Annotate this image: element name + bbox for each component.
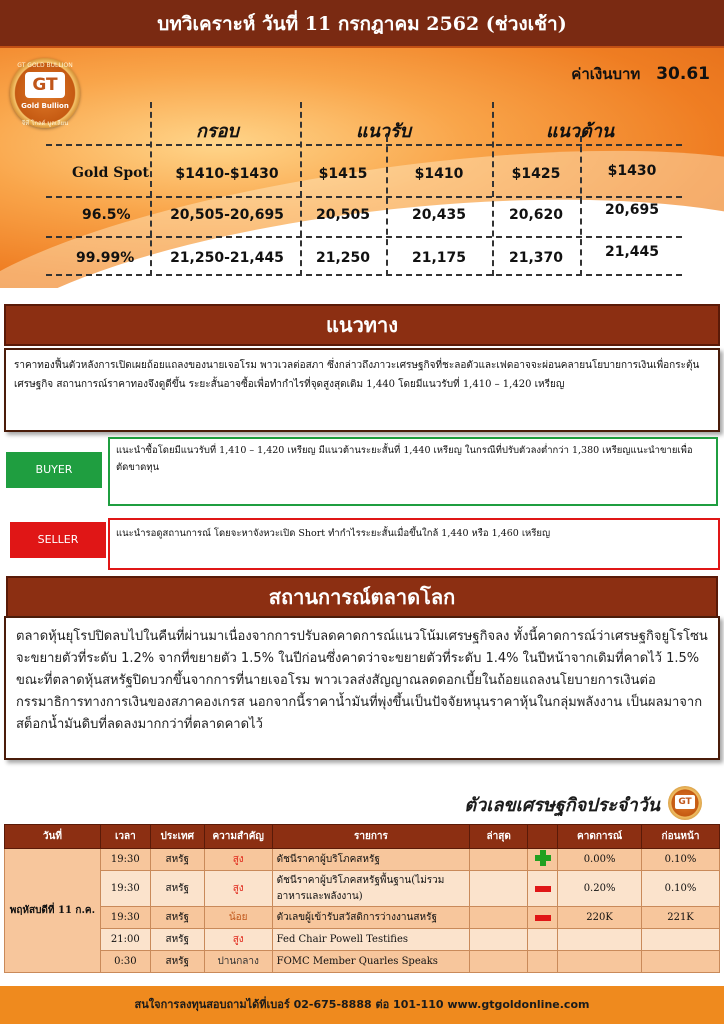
gold-96-support-2: 20,435	[411, 207, 467, 223]
row-divider	[46, 144, 682, 146]
baht-rate	[571, 62, 710, 86]
minus-icon	[535, 915, 551, 921]
baht-rate-value: 30.61	[656, 64, 710, 84]
row-divider	[46, 236, 682, 238]
gold-spot-support-2: $1410	[414, 166, 464, 182]
country-cell: สหรัฐ	[150, 929, 204, 951]
col-date: วันที่	[5, 825, 101, 849]
latest-cell	[470, 951, 528, 973]
gold-9999-support-2: 21,175	[411, 250, 467, 266]
signal-cell	[528, 871, 558, 907]
header-range: กรอบ	[196, 121, 239, 142]
economic-calendar-table	[4, 824, 720, 973]
gold-spot-resistance-1: $1425	[511, 166, 561, 182]
previous-cell	[642, 929, 720, 951]
forecast-cell	[558, 929, 642, 951]
forecast-cell	[558, 951, 642, 973]
guideline-text: ราคาทองฟื้นตัวหลังการเปิดเผยถ้อยแถลงของนายเจอโรม พาวเวลต่อสภา ซึ่งกล่าวถึงภาวะเศรษฐกิจที่ชะลอตัวและเฟดอาจจะผ่อนคลายนโยบายการเงินเพื่อกระตุ้นเศรษฐกิจ สถานการณ์ราคาทองจึงดูดีขึ้น ระยะสั้นอาจซื้อเพื่อทำกำไรที่จุดสูงสุดเดิม 1,440 โดยมีแนวรับที่ 1,410 – 1,420 เหรียญ	[14, 360, 700, 390]
table-row	[5, 951, 720, 973]
plus-icon	[535, 850, 551, 866]
time-cell: 0:30	[100, 951, 150, 973]
minus-icon	[535, 886, 551, 892]
signal-cell	[528, 929, 558, 951]
gt-mini-logo-text: GT	[675, 795, 695, 809]
seller-tag: SELLER	[10, 522, 106, 558]
gt-gold-bullion-logo	[10, 58, 80, 128]
col-importance: ความสำคัญ	[204, 825, 272, 849]
gold-96-range: 20,505-20,695	[170, 207, 284, 223]
time-cell: 19:30	[100, 871, 150, 907]
table-row	[5, 907, 720, 929]
country-cell: สหรัฐ	[150, 849, 204, 871]
gold-9999-resistance-1: 21,370	[508, 250, 564, 266]
country-cell: สหรัฐ	[150, 871, 204, 907]
world-market-header: สถานการณ์ตลาดโลก	[6, 576, 718, 618]
country-cell: สหรัฐ	[150, 907, 204, 929]
day-cell: พฤหัสบดีที่ 11 ก.ค.	[5, 849, 101, 973]
gold-spot-support-1: $1415	[318, 166, 368, 182]
world-market-box	[4, 616, 720, 760]
table-row	[5, 849, 720, 871]
logo-arc-text: GT GOLD BULLION	[17, 62, 73, 69]
page-title: บทวิเคราะห์ วันที่ 11 กรกฎาคม 2562 (ช่วงเช้า)	[0, 0, 724, 48]
item-cell: ตัวเลขผู้เข้ารับสวัสดิการว่างงานสหรัฐ	[272, 907, 470, 929]
col-previous: ก่อนหน้า	[642, 825, 720, 849]
gold-96-support-1: 20,505	[315, 207, 371, 223]
col-time: เวลา	[100, 825, 150, 849]
seller-box	[108, 518, 720, 570]
previous-cell: 0.10%	[642, 849, 720, 871]
previous-cell: 0.10%	[642, 871, 720, 907]
latest-cell	[470, 907, 528, 929]
seller-text: แนะนำรอดูสถานการณ์ โดยจะหาจังหวะเปิด Short ทำกำไรระยะสั้นเมื่อขึ้นใกล้ 1,440 หรือ 1,460 เหรียญ	[116, 528, 551, 539]
logo-brand: GT	[25, 72, 65, 98]
buyer-text: แนะนำซื้อโดยมีแนวรับที่ 1,410 – 1,420 เหรียญ มีแนวต้านระยะสั้นที่ 1,440 เหรียญ ในกรณีที่ปรับตัวลงต่ำกว่า 1,380 เหรียญแนะนำขายเพื่อตัดขาดทุน	[116, 445, 693, 473]
header-resistance: แนวต้าน	[546, 121, 615, 142]
logo-name: Gold Bullion	[21, 102, 69, 110]
latest-cell	[470, 929, 528, 951]
col-signal	[528, 825, 558, 849]
gold-9999-resistance-2: 21,445	[604, 244, 660, 260]
item-cell: Fed Chair Powell Testifies	[272, 929, 470, 951]
table-row	[5, 871, 720, 907]
table-row	[5, 929, 720, 951]
signal-cell	[528, 907, 558, 929]
forecast-cell: 0.20%	[558, 871, 642, 907]
gold-96-resistance-1: 20,620	[508, 207, 564, 223]
importance-cell: สูง	[204, 929, 272, 951]
previous-cell: 221K	[642, 907, 720, 929]
baht-rate-label: ค่าเงินบาท	[571, 65, 641, 83]
country-cell: สหรัฐ	[150, 951, 204, 973]
col-latest: ล่าสุด	[470, 825, 528, 849]
importance-cell: ปานกลาง	[204, 951, 272, 973]
gold-96-resistance-2: 20,695	[604, 202, 660, 218]
world-market-text: ตลาดหุ้นยุโรปปิดลบไปในคืนที่ผ่านมาเนื่องจากการปรับลดคาดการณ์แนวโน้มเศรษฐกิจลง ทั้งนี้คาดการณ์ว่าเศรษฐกิจยูโรโซนจะขยายตัวที่ระดับ 1.2% จากที่ขยายตัว 1.5% ในปีก่อนซึ่งคาดว่าจะขยายตัวที่ระดับ 1.4% ในปีหน้าจากเดิมที่คาดไว้ 1.5% ขณะที่ตลาดหุ้นสหรัฐปิดบวกขึ้นจากการที่นายเจอโรม พาวเวลส่งสัญญาณลดดอกเบี้ยในถ้อยแถลงนโยบายการเงินต่อกรรมาธิการทางการเงินของสภาคองเกรส นอกจากนี้ราคาน้ำมันที่พุ่งขึ้นเป็นปัจจัยหนุนราคาหุ้นในกลุ่มพลังงาน เป็นผลมาจากสต็อกน้ำมันดิบที่ลดลงมากกว่าที่ตลาดคาดไว้	[16, 629, 708, 732]
col-forecast: คาดการณ์	[558, 825, 642, 849]
gold-spot-range: $1410-$1430	[175, 166, 279, 182]
table-header-row	[5, 825, 720, 849]
buyer-box	[108, 437, 718, 506]
latest-cell	[470, 871, 528, 907]
header-support: แนวรับ	[356, 121, 412, 142]
time-cell: 19:30	[100, 907, 150, 929]
guideline-box	[4, 348, 720, 432]
forecast-cell: 0.00%	[558, 849, 642, 871]
time-cell: 21:00	[100, 929, 150, 951]
row-label-96: 96.5%	[82, 207, 131, 223]
forecast-cell: 220K	[558, 907, 642, 929]
gold-9999-support-1: 21,250	[315, 250, 371, 266]
footer-contact: สนใจการลงทุนสอบถามได้ที่เบอร์ 02-675-8888 ต่อ 101-110 www.gtgoldonline.com	[0, 986, 724, 1024]
importance-cell: สูง	[204, 871, 272, 907]
logo-tagline: จีที โกลด์ บูลเลียน	[21, 120, 69, 127]
previous-cell	[642, 951, 720, 973]
item-cell: FOMC Member Quarles Speaks	[272, 951, 470, 973]
item-cell: ดัชนีราคาผู้บริโภคสหรัฐพื้นฐาน(ไม่รวมอาหารและพลังงาน)	[272, 871, 470, 907]
buyer-tag: BUYER	[6, 452, 102, 488]
guideline-header: แนวทาง	[4, 304, 720, 346]
latest-cell	[470, 849, 528, 871]
row-divider	[46, 196, 682, 198]
signal-cell	[528, 849, 558, 871]
gold-spot-resistance-2: $1430	[607, 163, 657, 179]
row-label-gold-spot: Gold Spot	[72, 165, 149, 181]
economic-calendar-title: ตัวเลขเศรษฐกิจประจำวัน	[464, 795, 660, 816]
item-cell: ดัชนีราคาผู้บริโภคสหรัฐ	[272, 849, 470, 871]
importance-cell: สูง	[204, 849, 272, 871]
column-divider	[150, 102, 152, 276]
gold-9999-range: 21,250-21,445	[170, 250, 284, 266]
importance-cell: น้อย	[204, 907, 272, 929]
row-divider	[46, 274, 682, 276]
time-cell: 19:30	[100, 849, 150, 871]
signal-cell	[528, 951, 558, 973]
col-item: รายการ	[272, 825, 470, 849]
row-label-9999: 99.99%	[76, 250, 135, 266]
col-country: ประเทศ	[150, 825, 204, 849]
gt-mini-logo	[668, 786, 702, 820]
